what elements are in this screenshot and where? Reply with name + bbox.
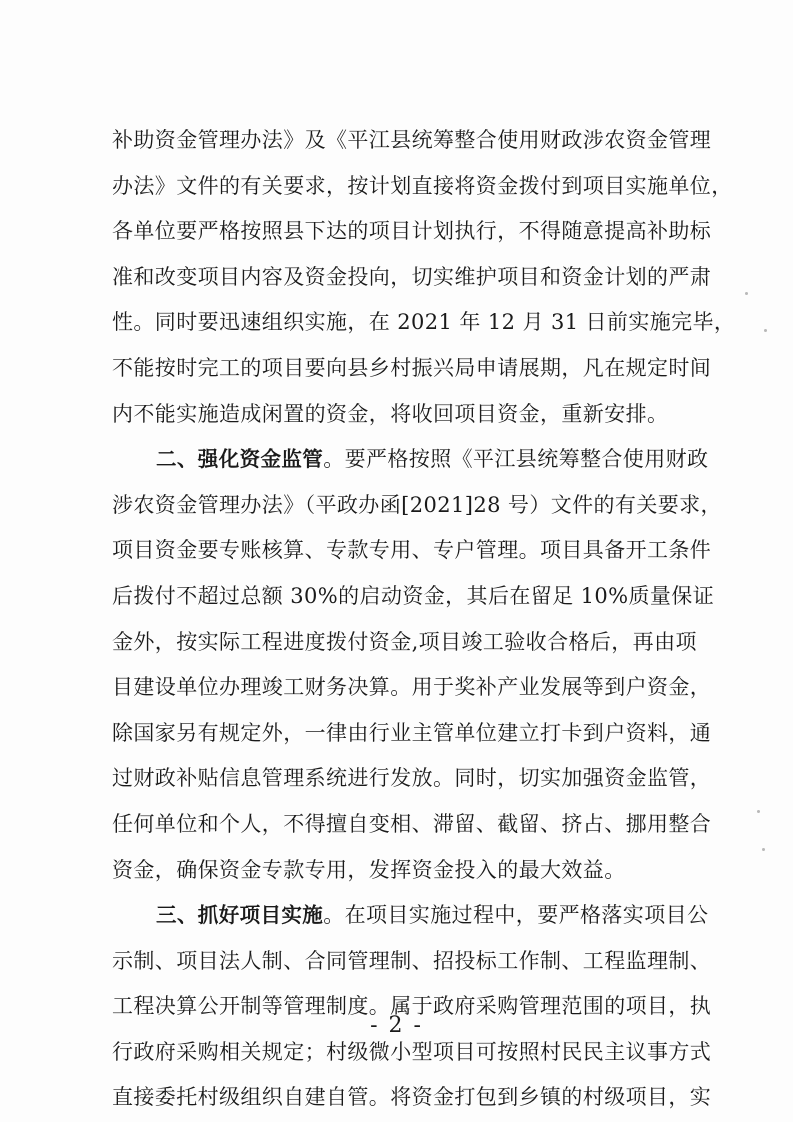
text-line: 办法》文件的有关要求，按计划直接将资金拨付到项目实施单位， [112,173,733,198]
scan-speck [762,848,765,851]
text-line: 涉农资金管理办法》（平政办函[2021]28 号）文件的有关要求， [112,492,722,517]
text-line: 任何单位和个人，不得擅自变相、滞留、截留、挤占、挪用整合 [112,811,712,836]
section-first-line [112,893,712,939]
section-lead-text: 。要严格按照《平江县统筹整合使用财政 [323,447,709,472]
section-first-line [112,437,712,483]
text-line: 目建设单位办理竣工财务决算。用于奖补产业发展等到户资金， [112,675,712,700]
scan-speck [757,810,760,813]
text-line: 内不能实施造成闲置的资金，将收回项目资金，重新安排。 [112,401,669,426]
text-line: 示制、项目法人制、合同管理制、招投标工作制、工程监理制、 [112,948,712,973]
text-line: 不能按时完工的项目要向县乡村振兴局申请展期，凡在规定时间 [112,355,712,380]
body-text [112,118,736,1121]
text-line: 金外，按实际工程进度拨付资金,项目竣工验收合格后，再由项 [112,629,697,654]
text-line: 除国家另有规定外，一律由行业主管单位建立打卡到户资料，通 [112,720,712,745]
text-line: 直接委托村级组织自建自管。将资金打包到乡镇的村级项目，实 [112,1085,712,1110]
section-heading: 二、强化资金监管 [156,447,324,472]
text-line: 补助资金管理办法》及《平江县统筹整合使用财政涉农资金管理 [112,128,712,152]
text-line: 各单位要严格按照县下达的项目计划执行，不得随意提高补助标 [112,219,712,244]
text-line: 项目资金要专账核算、专款专用、专户管理。项目具备开工条件 [112,538,712,563]
scan-speck [745,292,748,295]
section-lead-text: 。在项目实施过程中，要严格落实项目公 [323,903,709,928]
text-line: 性。同时要迅速组织实施，在 2021 年 12 月 31 日前实施完毕， [112,310,736,335]
text-line: 后拨付不超过总额 30%的启动资金，其后在留足 10%质量保证 [112,583,715,608]
section-heading: 三、抓好项目实施 [156,903,324,928]
text-line: 过财政补贴信息管理系统进行发放。同时，切实加强资金监管， [112,766,712,791]
text-line: 行政府采购相关规定；村级微小型项目可按照村民民主议事方式 [112,1039,712,1064]
page-number: - 2 - [370,1013,423,1038]
scan-speck [764,329,767,332]
text-line: 工程决算公开制等管理制度。属于政府采购管理范围的项目，执 [112,994,712,1019]
text-line: 准和改变项目内容及资金投向，切实维护项目和资金计划的严肃 [112,264,712,289]
text-line: 资金，确保资金专款专用，发挥资金投入的最大效益。 [112,857,626,882]
